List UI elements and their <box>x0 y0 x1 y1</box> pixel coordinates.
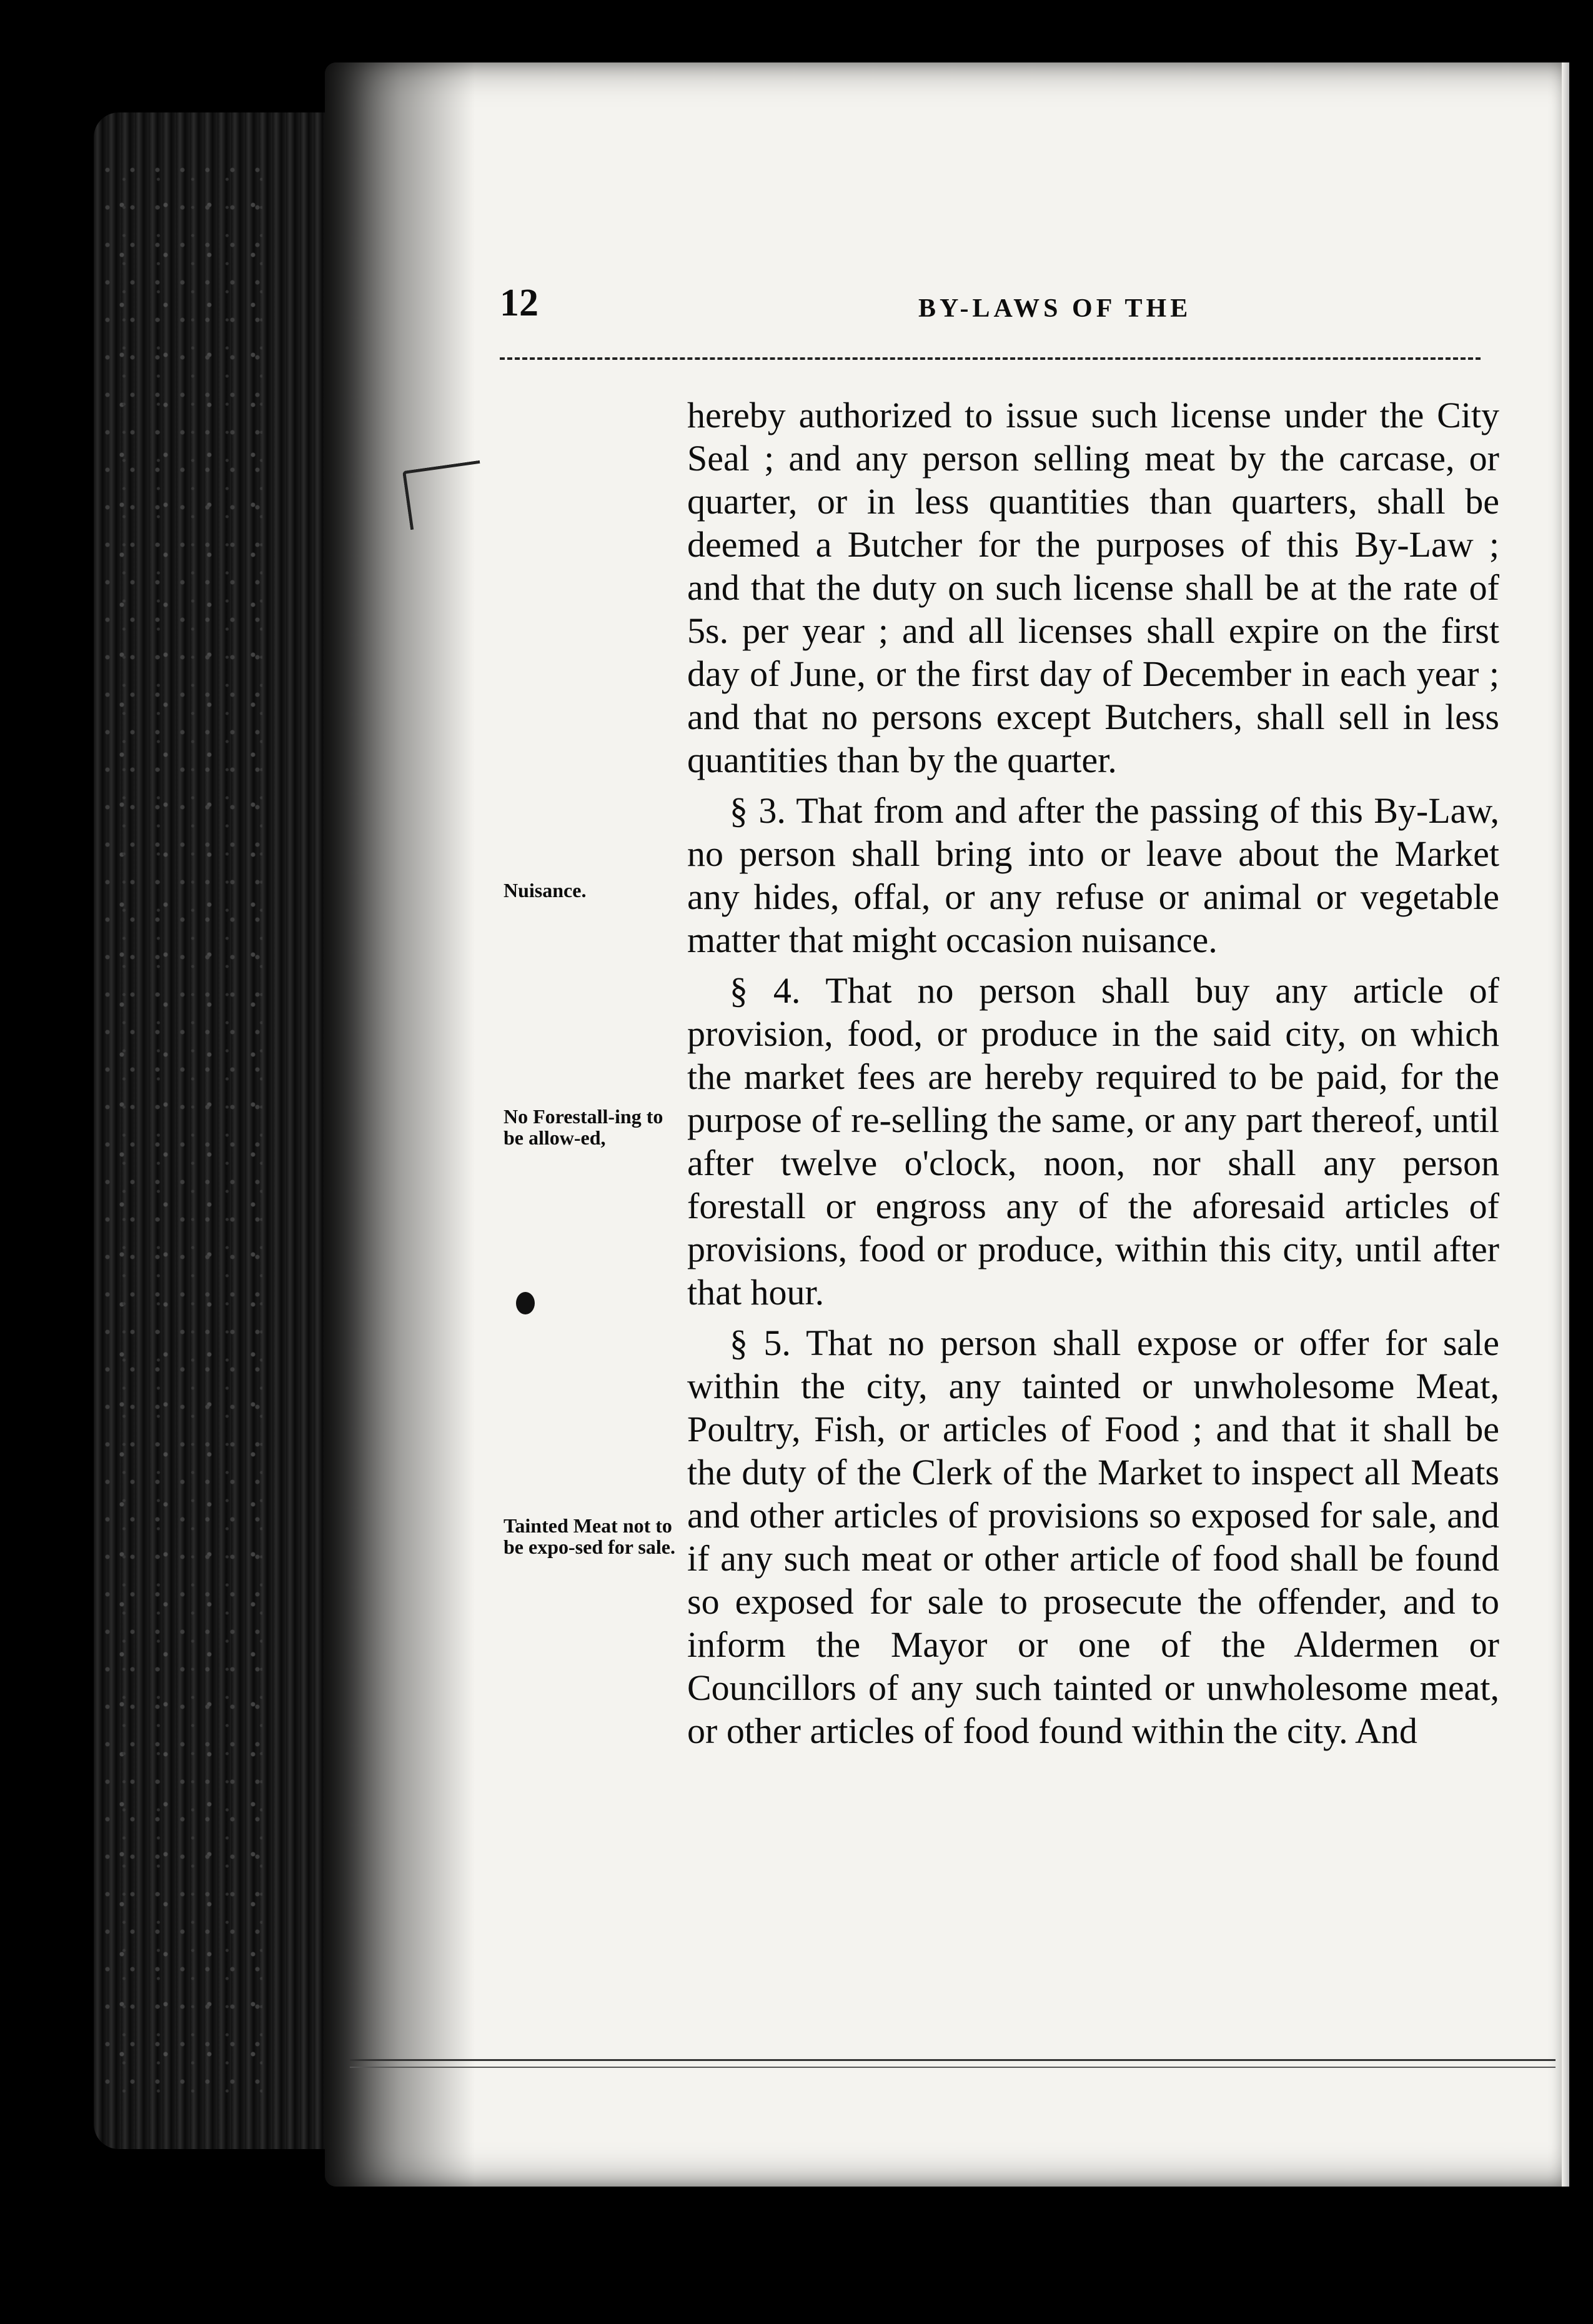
ink-blot <box>516 1292 535 1314</box>
section-4-paragraph: § 4. That no person shall buy any article of provision, food, or produce in the said city, on which the market fees are hereby required to be paid, for the purpose of re-selling the same, or any part thereof, until after twelve o'clock, noon, nor shall any person forestall or engross any of the aforesaid articles of provisions, food or produce, within this city, until after that hour. <box>687 970 1499 1313</box>
pencil-corner-mark <box>402 460 488 530</box>
bottom-rule-secondary <box>350 2067 1556 2068</box>
continuation-paragraph: hereby authorized to issue such license under the City Seal ; and any person selling meat by the carcase, or quarter, or in less quantities than quarters, shall be deemed a Butcher for the purposes of this By-Law ; and that the duty on such license shall be at the rate of 5s. per year ; and all licenses shall expire on the first day of June, or the first day of December in each year ; and that no persons except Butchers, shall sell in less quantities than by the quarter. <box>687 395 1499 780</box>
page-number: 12 <box>500 282 538 324</box>
page-edge <box>1562 62 1569 2187</box>
binding-speckle <box>100 162 262 2099</box>
page-gutter-shadow <box>325 62 475 2187</box>
body-text <box>687 394 1499 1752</box>
margin-note-forestalling: No Forestall-ing to be allow-ed, <box>504 1105 663 1149</box>
margin-note-nuisance: Nuisance. <box>504 879 587 901</box>
section-3-paragraph: § 3. That from and after the passing of this By-Law, no person shall bring into or leave about the Market any hides, offal, or any refuse or animal or vegetable matter that might occasion nuisance. <box>687 790 1499 960</box>
bottom-rule <box>350 2059 1556 2061</box>
section-5-paragraph: § 5. That no person shall expose or offer for sale within the city, any tainted or unwholesome Meat, Poultry, Fish, or articles of Food ; and that it shall be the duty of the Clerk of the Market to inspect all Meats and other articles of provisions so exposed for sale, and if any such meat or other article of food shall be found so exposed for sale to prosecute the offender, and to inform the Mayor or one of the Aldermen or Councillors of any such tainted or unwholesome meat, or other articles of food found within the city. And <box>687 1323 1499 1751</box>
margin-note-tainted-meat: Tainted Meat not to be expo-sed for sale. <box>504 1514 675 1558</box>
header-dashed-rule <box>500 357 1481 360</box>
running-head: BY-LAWS OF THE <box>918 294 1192 323</box>
